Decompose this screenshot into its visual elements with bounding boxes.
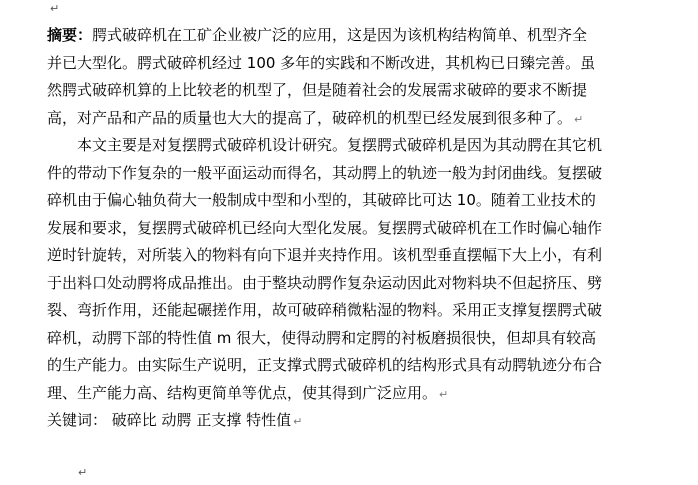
body-line [47, 242, 647, 270]
paragraph-mark: ↵ [50, 2, 60, 15]
body-text: 碎机由于偏心轴负荷大一般制成中型和小型的，其破碎比可达 10。随着工业技术的 [47, 191, 596, 209]
body-line [47, 187, 647, 215]
paragraph-mark: ↵ [78, 466, 88, 479]
body-text: 理、生产能力高、结构更简单等优点，使其得到广泛应用。 [47, 383, 438, 402]
document-body [47, 22, 647, 435]
body-line [47, 160, 647, 188]
abstract-text: 并已大型化。腭式破碎机经过 100 多年的实践和不断改进，其机构已日臻完善。虽 [47, 53, 596, 72]
body-line [47, 132, 647, 160]
body-line [47, 270, 647, 298]
body-text: 件的带动下作复杂的一般平面运动而得名，其动腭上的轨迹一般为封闭曲线。复摆破 [47, 163, 603, 182]
body-text: 逆时针旋转，对所装入的物料有向下退并夹持作用。该机型垂直摆幅下大上小，有利 [47, 246, 603, 264]
paragraph-mark: ↵ [574, 112, 584, 126]
body-line [47, 297, 647, 325]
body-paragraph [47, 132, 647, 407]
body-line [47, 380, 647, 408]
paragraph-mark: ↵ [293, 415, 303, 428]
abstract-label: 摘要： [47, 26, 93, 44]
keywords-line [47, 407, 647, 435]
body-line [47, 325, 647, 353]
abstract-paragraph [47, 22, 647, 132]
body-text: 发展和要求，复摆腭式破碎机已经向大型化发展。复摆腭式破碎机在工作时偏心轴作 [47, 218, 603, 237]
body-text: 于出料口处动腭将成品推出。由于整块动腭作复杂运动因此对物料块不但起挤压、劈 [47, 273, 603, 292]
abstract-text: 腭式破碎机在工矿企业被广泛的应用，这是因为该机构结构简单、机型齐全 [92, 26, 588, 44]
abstract-line [47, 50, 647, 78]
paragraph-mark: ↵ [439, 387, 449, 401]
abstract-text: 高，对产品和产品的质量也大大的提高了，破碎机的机型已经发展到很多种了。 [47, 108, 573, 127]
body-line [47, 352, 647, 380]
abstract-text: 然腭式破碎机算的上比较老的机型了，但是随着社会的发展需求破碎的要求不断提 [47, 81, 588, 99]
keywords-label: 关键词： [47, 411, 108, 429]
body-text: 的生产能力。由实际生产说明，正支撑式腭式破碎机的结构形式具有动腭轨迹分布合 [47, 356, 603, 374]
abstract-line [47, 22, 647, 50]
body-line [47, 215, 647, 243]
abstract-line [47, 105, 647, 133]
body-text: 裂、弯折作用，还能起碾搓作用，故可破碎稍微粘湿的物料。采用正支撑复摆腭式破 [47, 301, 603, 319]
body-text: 碎机，动腭下部的特性值 m 很大，使得动腭和定腭的衬板磨损很快，但却具有较高 [47, 328, 597, 347]
abstract-line [47, 77, 647, 105]
body-text: 本文主要是对复摆腭式破碎机设计研究。复摆腭式破碎机是因为其动腭在其它机 [77, 136, 603, 154]
keywords-value: 破碎比 动腭 正支撑 特性值 [107, 411, 292, 429]
